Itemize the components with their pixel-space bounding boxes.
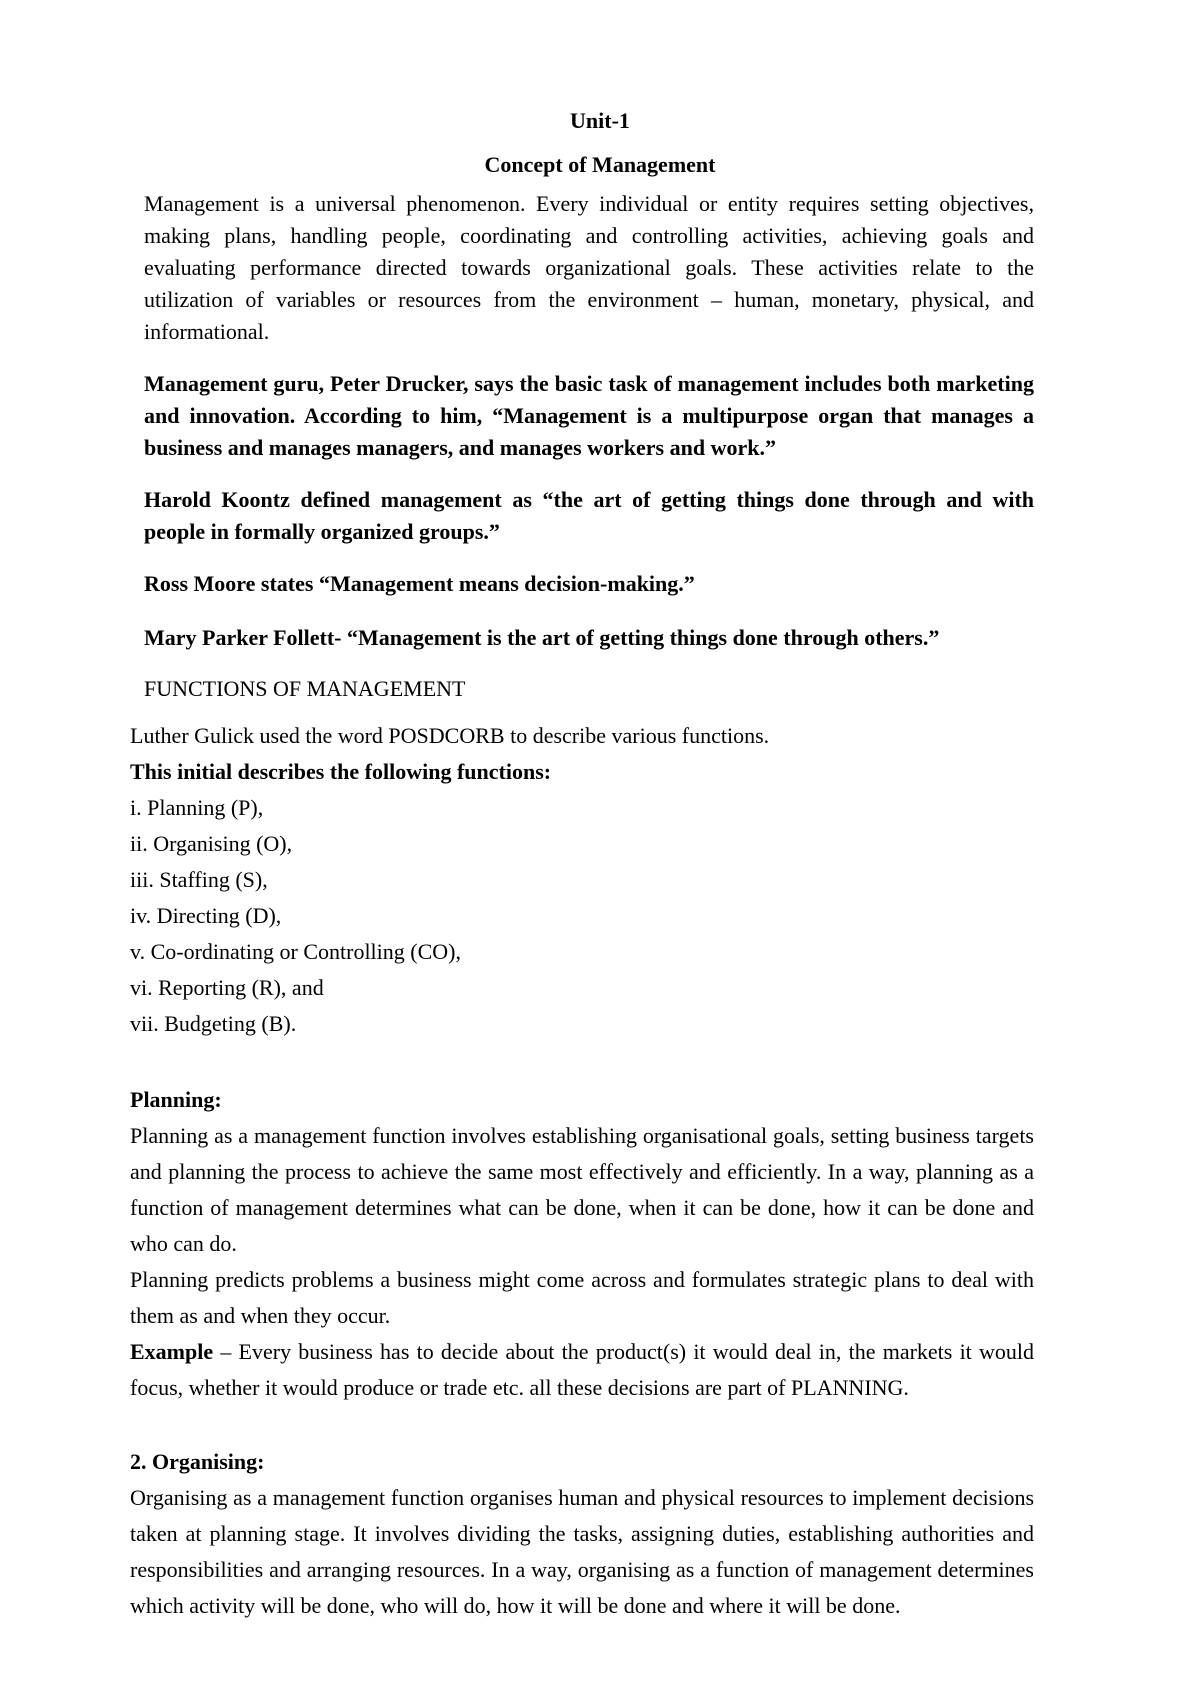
- unit-title: Unit-1: [570, 108, 630, 133]
- planning-paragraph-1: Planning as a management function involves establishing organisational goals, setting business targets and planning the process to achieve the same most effectively and efficiently. In a way, planning as a function of management determines what can be done, when it can be done, how it can be done and who can do.: [130, 1123, 1034, 1256]
- function-item-coordinating: v. Co-ordinating or Controlling (CO),: [130, 939, 461, 964]
- planning-heading: Planning:: [130, 1087, 222, 1112]
- function-item-planning: i. Planning (P),: [130, 795, 264, 820]
- function-item-organising: ii. Organising (O),: [130, 831, 293, 856]
- functions-lead: This initial describes the following functions:: [130, 759, 552, 784]
- function-item-reporting: vi. Reporting (R), and: [130, 975, 324, 1000]
- example-label: Example: [130, 1339, 214, 1364]
- section-title: Concept of Management: [484, 152, 716, 177]
- example-text: – Every business has to decide about the product(s) it would deal in, the markets it would focus, whether it would produce or trade etc. all these decisions are part of PLANNING.: [130, 1339, 1034, 1400]
- koontz-quote: Harold Koontz defined management as “the art of getting things done through and with people in formally organized groups.”: [144, 487, 1034, 544]
- follett-quote: Mary Parker Follett- “Management is the art of getting things done through others.”: [144, 625, 940, 650]
- moore-quote: Ross Moore states “Management means decision-making.”: [144, 571, 695, 596]
- planning-paragraph-2: Planning predicts problems a business might come across and formulates strategic plans to deal with them as and when they occur.: [130, 1267, 1034, 1328]
- functions-heading: FUNCTIONS OF MANAGEMENT: [144, 676, 466, 701]
- function-item-directing: iv. Directing (D),: [130, 903, 282, 928]
- functions-intro: Luther Gulick used the word POSDCORB to describe various functions.: [130, 723, 770, 748]
- organising-paragraph: Organising as a management function organises human and physical resources to implement decisions taken at planning stage. It involves dividing the tasks, assigning duties, establishing authorities and responsibilities and arranging resources. In a way, organising as a function of management determines which activity will be done, who will do, how it will be done and where it will be done.: [130, 1485, 1034, 1618]
- function-item-staffing: iii. Staffing (S),: [130, 867, 268, 892]
- function-item-budgeting: vii. Budgeting (B).: [130, 1011, 297, 1036]
- drucker-quote: Management guru, Peter Drucker, says the basic task of management includes both marketing and innovation. According to him, “Management is a multipurpose organ that manages a business and manages managers, and manages workers and work.”: [144, 371, 1034, 460]
- intro-paragraph: Management is a universal phenomenon. Every individual or entity requires setting objectives, making plans, handling people, coordinating and controlling activities, achieving goals and evaluating performance directed towards organizational goals. These activities relate to the utilization of variables or resources from the environment – human, monetary, physical, and informational.: [144, 191, 1034, 344]
- planning-example: [130, 1334, 1034, 1406]
- organising-heading: 2. Organising:: [130, 1449, 265, 1474]
